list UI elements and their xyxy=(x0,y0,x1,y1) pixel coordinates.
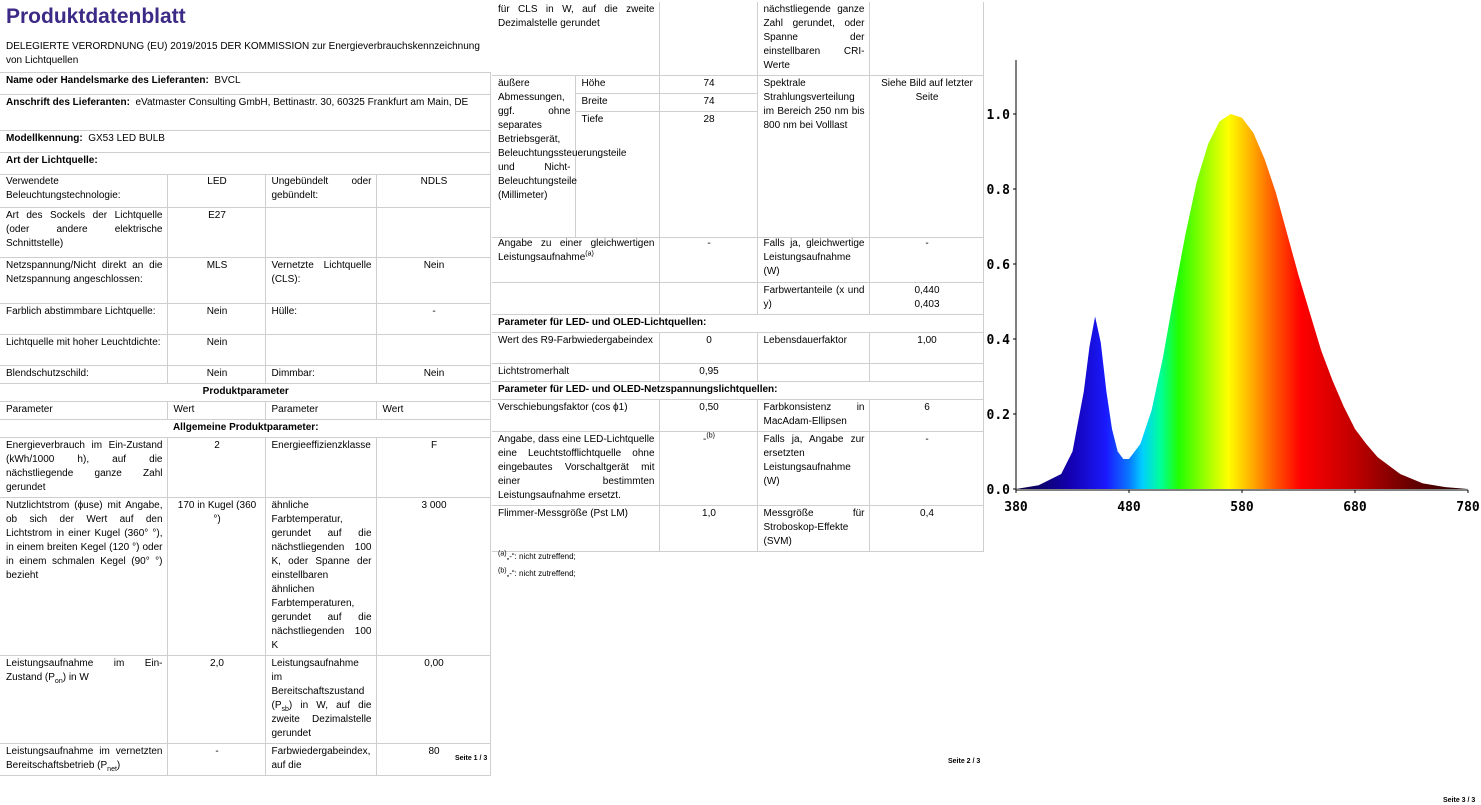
y-tick-label: 0.8 xyxy=(986,183,1010,198)
supplier-address: eVatmaster Consulting GmbH, Bettinastr. 30, 60325 Frankfurt am Main, DE xyxy=(135,97,469,108)
model-row: Modellkennung: GX53 LED BULB xyxy=(0,131,490,153)
product-params-heading: Produktparameter xyxy=(0,383,490,401)
y-tick-label: 0.4 xyxy=(986,333,1010,348)
model-identifier: GX53 LED BULB xyxy=(88,133,165,144)
y-tick-label: 0.2 xyxy=(986,408,1010,423)
x-tick-label: 680 xyxy=(1343,500,1367,515)
continued-table-top: für CLS in W, auf die zweite Dezimalstelle gerundet nächstliegende ganze Zahl gerundet, oder Spanne der einstellbaren CRI-Werte xyxy=(492,2,984,76)
chromaticity-x: 0,440 xyxy=(914,284,940,296)
supplier-name-row: Name oder Handelsmarke des Lieferanten: BVCL xyxy=(0,73,490,95)
supplier-address-row: Anschrift des Lieferanten: eVatmaster Consulting GmbH, Bettinastr. 30, 60325 Frankfurt am Main, DE xyxy=(0,95,490,131)
datasheet-page-3 xyxy=(986,0,1481,805)
page-title: Produktdatenblatt xyxy=(6,5,186,28)
chart-plot-area xyxy=(987,60,1480,515)
supplier-name: BVCL xyxy=(214,75,241,86)
datasheet-page-1 xyxy=(0,0,492,805)
footnote-a: $^{(a)}$„-“: nicht zutreffend; xyxy=(498,550,576,561)
dimensions-table: äußere Abmessungen, ggf. ohne separates Betriebsgerät, Beleuchtungssteuerungsteile und Nicht-Beleuchtungsteile (Millimeter) Höhe 74 Spektrale Strahlungsverteilung im Bereich 250 nm bis 800 nm bei Volllast Siehe Bild auf letzter Seite Breite 74 Tiefe 28 xyxy=(492,76,984,238)
y-tick-label: 0.6 xyxy=(986,258,1010,273)
page-number: Seite 2 / 3 xyxy=(948,758,981,765)
general-params-heading: Allgemeine Produktparameter: xyxy=(0,419,490,437)
led-params-heading: Parameter für LED- und OLED-Lichtquellen: xyxy=(492,314,983,332)
regulation-subtitle: DELEGIERTE VERORDNUNG (EU) 2019/2015 DER KOMMISSION zur Energieverbrauchskennzeichnung von Lichtquellen xyxy=(6,41,480,66)
mains-params-heading: Parameter für LED- und OLED-Netzspannungslichtquellen: xyxy=(492,381,983,399)
footnote-b: $^{(b)}$„-“: nicht zutreffend; xyxy=(498,567,576,578)
light-source-type-heading: Art der Lichtquelle: xyxy=(0,153,490,175)
x-tick-label: 380 xyxy=(1004,500,1028,515)
spectral-distribution-chart xyxy=(986,0,1481,540)
page-number: Seite 1 / 3 xyxy=(455,755,488,762)
chromaticity-y: 0,403 xyxy=(914,298,940,310)
light-source-table: Verwendete Beleuchtungstechnologie: LED Ungebündelt oder gebündelt: NDLS Art des Sockels der Lichtquelle (oder andere elektrische Schnittstelle) E27 Netzspannung/Nicht direkt an die Netzspannung angeschlossen: MLS Vernetzte Lichtquelle (CLS): Nein Farblich abstimmbare Lichtquelle: Nein Hülle: - Lichtquelle mit hoher Leuchtdichte: Nein Blendschutzschild: Nein Dimmbar: Nein Produktparameter Parameter Wert Parameter Wert Allgemeine Produktparameter: Energieverbrauch im Ein-Zustand (kWh/1000 h), auf die nächstliegende ganze Zahl gerundet 2 Energieeffizienzklasse F Nutzlichtstrom (ϕuse) mit Angabe, ob sich der Wert auf den Lichtstrom in einer Kugel (360° °), in einem breiten Kegel (120 °) oder in einem schmalen Kegel (90° °) bezieht 170 in Kugel (360 °) ähnliche Farbtemperatur, gerundet auf die nächstliegenden 100 K, oder Spanne der einstellbaren ähnlichen Farbtemperaturen, gerundet auf die nächstliegenden 100 K 3 000 Leistungsaufnahme im Ein-Zustand $(P_{on})$ in W 2,0 Leistungsaufnahme im Bereitschaftszustand $(P_{sb})$ in W, auf die zweite Dezimalstelle gerundet 0,00 Leistungsaufnahme im vernetzten Bereitschaftsbetrieb $(P_{net})$ - Farbwiedergabeindex, auf die 80 xyxy=(0,174,491,776)
y-tick-label: 0.0 xyxy=(986,483,1010,498)
page-number: Seite 3 / 3 xyxy=(1443,797,1476,804)
x-tick-label: 780 xyxy=(1456,500,1480,515)
spectrum-area xyxy=(1016,114,1468,489)
x-tick-label: 480 xyxy=(1117,500,1141,515)
supplier-table xyxy=(0,72,491,175)
y-tick-label: 1.0 xyxy=(986,108,1010,123)
x-tick-label: 580 xyxy=(1230,500,1254,515)
params-table: Angabe zu einer gleichwertigen Leistungsaufnahme$^{(a)}$ - Falls ja, gleichwertige Leistungsaufnahme (W) - Farbwertanteile (x und y) 0,440 0,403 Parameter für LED- und OLED-Lichtquellen: Wert des R9-Farbwiedergabeindex 0 Lebensdauerfaktor 1,00 Lichtstromerhalt 0,95 Parameter für LED- und OLED-Netzspannungslichtquellen: Verschiebungsfaktor (cos ϕ1) 0,50 Farbkonsistenz in MacAdam-Ellipsen 6 Angabe, dass eine LED-Lichtquelle eine Leuchtstofflichtquelle ohne eingebautes Vorschaltgerät mit einer bestimmten Leistungsaufnahme ersetzt. -$^{(b)}$ Falls ja, Angabe zur ersetzten Leistungsaufnahme (W) - Flimmer-Messgröße (Pst LM) 1,0 Messgröße für Stroboskop-Effekte (SVM) 0,4 xyxy=(492,236,984,552)
datasheet-page-2 xyxy=(492,0,986,805)
